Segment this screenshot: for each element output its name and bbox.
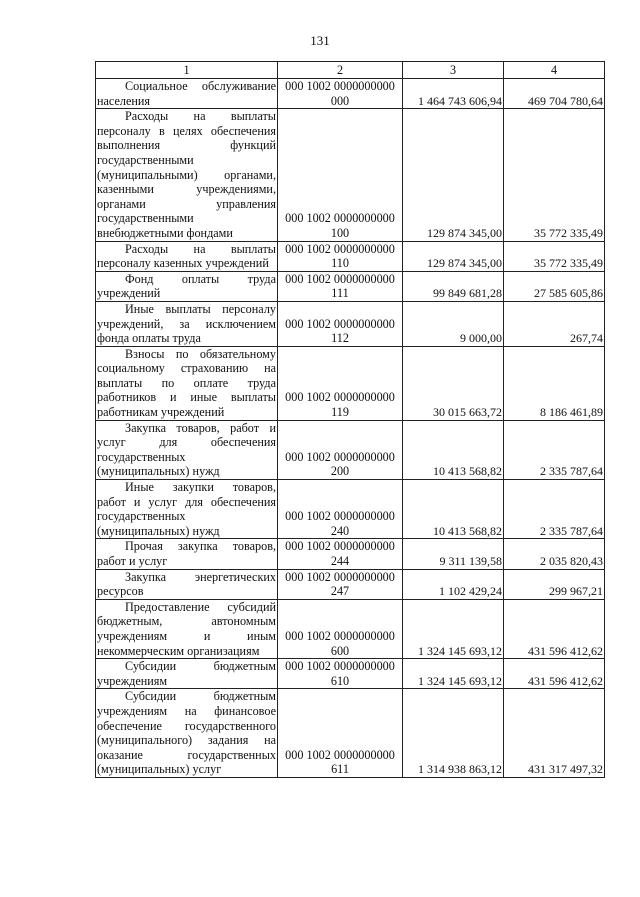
row-value-col4: 35 772 335,49 <box>504 241 605 271</box>
row-value-col4: 2 335 787,64 <box>504 480 605 539</box>
row-value-col3: 1 324 145 693,12 <box>403 659 504 689</box>
row-name: Расходы на выплаты персоналу в целях обеспечения выполнения функций государственными (муниципальными) органами, казенными учреждениями, органами управления государственными внебюджетными фондами <box>97 109 276 240</box>
table-row <box>96 689 605 778</box>
table-header-row <box>96 62 605 79</box>
row-name: Фонд оплаты труда учреждений <box>97 271 276 301</box>
row-value-col3: 9 000,00 <box>403 301 504 346</box>
row-code: 000 1002 0000000000 111 <box>278 271 403 301</box>
row-name: Субсидии бюджетным учреждениям на финансовое обеспечение государственного (муниципального) задания на оказание государственных (муниципальных) услуг <box>97 689 276 777</box>
row-value-col3: 9 311 139,58 <box>403 539 504 569</box>
table-row <box>96 79 605 109</box>
row-value-col4: 431 596 412,62 <box>504 659 605 689</box>
column-header: 3 <box>403 62 504 79</box>
row-code: 000 1002 0000000000 100 <box>278 109 403 241</box>
row-value-col4: 2 335 787,64 <box>504 420 605 479</box>
table-row <box>96 480 605 539</box>
row-code: 000 1002 0000000000 112 <box>278 301 403 346</box>
row-code: 000 1002 0000000000 200 <box>278 420 403 479</box>
row-code: 000 1002 0000000000 110 <box>278 241 403 271</box>
row-name: Иные закупки товаров, работ и услуг для обеспечения государственных (муниципальных) нужд <box>97 480 276 538</box>
row-name: Закупка энергетических ресурсов <box>97 569 276 599</box>
row-value-col4: 431 317 497,32 <box>504 689 605 778</box>
table-row <box>96 301 605 346</box>
table-row <box>96 109 605 241</box>
page-number: 131 <box>310 33 330 48</box>
row-code: 000 1002 0000000000 000 <box>278 79 403 109</box>
table-row <box>96 420 605 479</box>
row-value-col3: 1 314 938 863,12 <box>403 689 504 778</box>
row-value-col4: 35 772 335,49 <box>504 109 605 241</box>
row-name: Субсидии бюджетным учреждениям <box>97 659 276 688</box>
row-value-col3: 99 849 681,28 <box>403 271 504 301</box>
table-row <box>96 659 605 689</box>
row-value-col3: 10 413 568,82 <box>403 420 504 479</box>
row-value-col3: 30 015 663,72 <box>403 346 504 420</box>
row-code: 000 1002 0000000000 244 <box>278 539 403 569</box>
column-header: 2 <box>278 62 403 79</box>
row-code: 000 1002 0000000000 240 <box>278 480 403 539</box>
row-name: Закупка товаров, работ и услуг для обеспечения государственных (муниципальных) нужд <box>97 420 276 479</box>
column-header: 4 <box>504 62 605 79</box>
row-value-col3: 10 413 568,82 <box>403 480 504 539</box>
row-code: 000 1002 0000000000 600 <box>278 599 403 658</box>
row-name: Социальное обслуживание населения <box>97 79 276 108</box>
row-value-col4: 431 596 412,62 <box>504 599 605 658</box>
row-value-col3: 129 874 345,00 <box>403 109 504 241</box>
row-value-col3: 1 102 429,24 <box>403 569 504 599</box>
row-name: Прочая закупка товаров, работ и услуг <box>97 539 276 568</box>
row-value-col4: 469 704 780,64 <box>504 79 605 109</box>
row-name: Расходы на выплаты персоналу казенных учреждений <box>97 241 276 271</box>
row-value-col4: 267,74 <box>504 301 605 346</box>
table-row <box>96 599 605 658</box>
row-code: 000 1002 0000000000 611 <box>278 689 403 778</box>
row-code: 000 1002 0000000000 247 <box>278 569 403 599</box>
row-value-col3: 129 874 345,00 <box>403 241 504 271</box>
row-name: Взносы по обязательному социальному страхованию на выплаты по оплате труда работников и иные выплаты работникам учреждений <box>97 346 276 420</box>
row-code: 000 1002 0000000000 119 <box>278 346 403 420</box>
table-row <box>96 569 605 599</box>
table-row <box>96 346 605 420</box>
row-code: 000 1002 0000000000 610 <box>278 659 403 689</box>
row-value-col4: 299 967,21 <box>504 569 605 599</box>
table-row <box>96 271 605 301</box>
row-value-col4: 2 035 820,43 <box>504 539 605 569</box>
row-name: Иные выплаты персоналу учреждений, за исключением фонда оплаты труда <box>97 301 276 346</box>
row-value-col3: 1 464 743 606,94 <box>403 79 504 109</box>
column-header: 1 <box>96 62 278 79</box>
row-name: Предоставление субсидий бюджетным, автономным учреждениям и иным некоммерческим организациям <box>97 599 276 658</box>
row-value-col4: 27 585 605,86 <box>504 271 605 301</box>
table-row <box>96 539 605 569</box>
row-value-col4: 8 186 461,89 <box>504 346 605 420</box>
table-row <box>96 241 605 271</box>
row-value-col3: 1 324 145 693,12 <box>403 599 504 658</box>
budget-table <box>95 61 605 778</box>
